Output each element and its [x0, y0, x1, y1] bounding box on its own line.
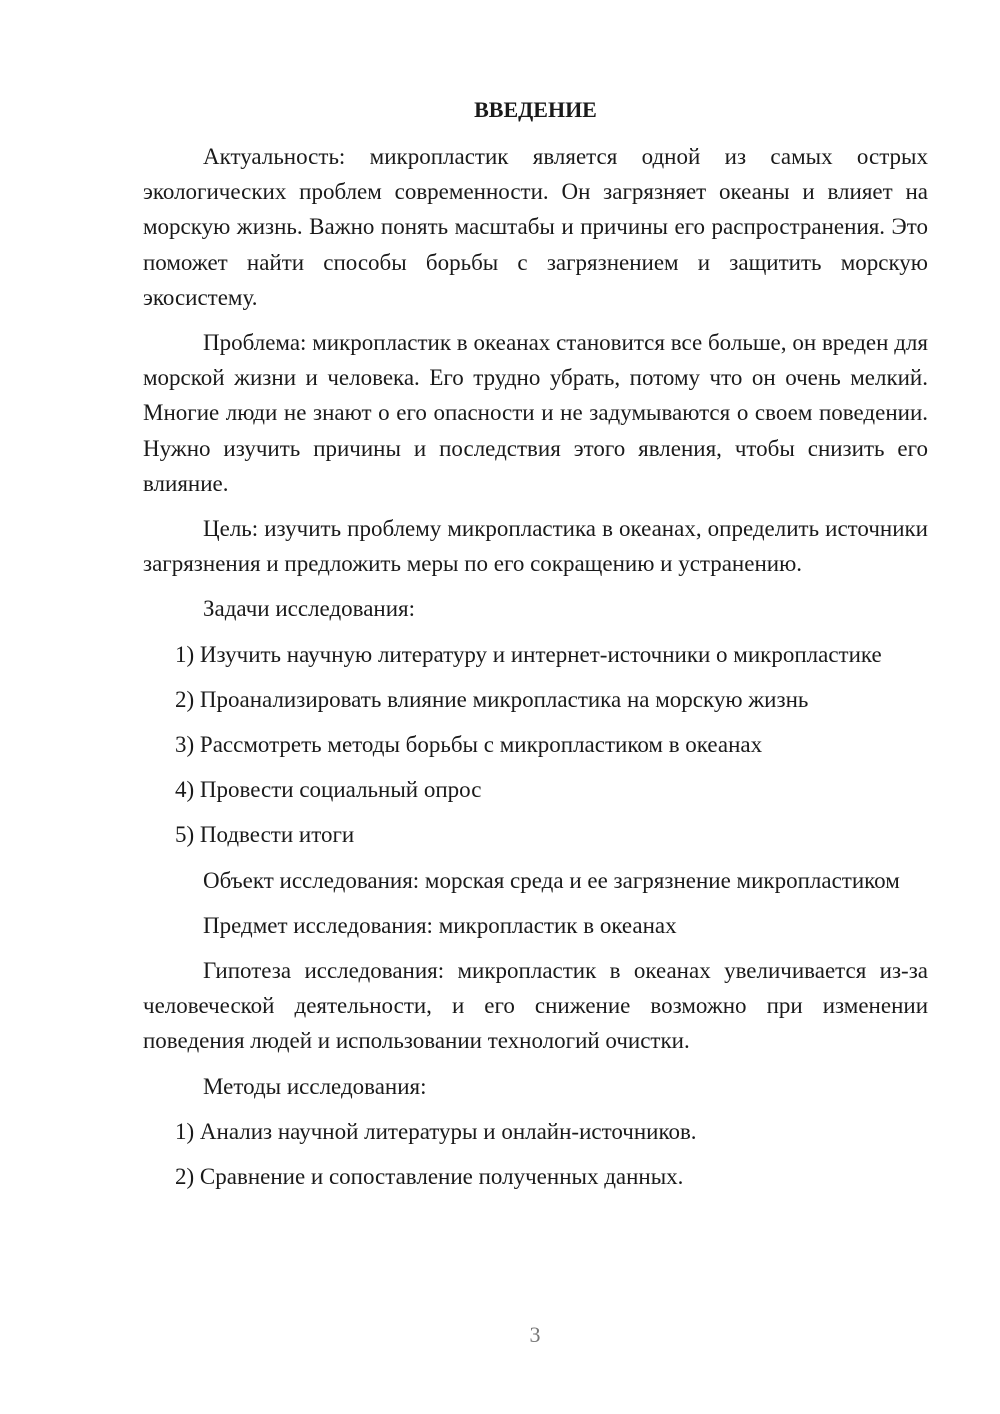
task-item: 3) Рассмотреть методы борьбы с микропластиком в океанах	[175, 732, 763, 758]
section-title: ВВЕДЕНИЕ	[474, 97, 597, 122]
object-paragraph: Объект исследования: морская среда и ее загрязнение микропластиком	[203, 867, 900, 893]
task-item: 4) Провести социальный опрос	[175, 777, 482, 803]
document-body	[143, 92, 928, 1204]
task-item: 1) Изучить научную литературу и интернет-источники о микропластике	[175, 641, 882, 667]
subject-paragraph: Предмет исследования: микропластик в океанах	[203, 912, 677, 938]
problem-paragraph: Проблема: микропластик в океанах становится все больше, он вреден для морской жизни и человека. Его трудно убрать, потому что он очень мелкий. Многие люди не знают о его опасности и не задумываются о своем поведении. Нужно изучить причины и последствия этого явления, чтобы снизить его влияние.	[143, 330, 928, 496]
method-item: 1) Анализ научной литературы и онлайн-источников.	[175, 1118, 697, 1144]
task-item: 5) Подвести итоги	[175, 822, 355, 848]
page-number: 3	[529, 1322, 541, 1347]
method-item: 2) Сравнение и сопоставление полученных данных.	[175, 1164, 684, 1190]
methods-heading: Методы исследования:	[203, 1073, 427, 1099]
hypothesis-paragraph: Гипотеза исследования: микропластик в океанах увеличивается из-за человеческой деятельности, и его снижение возможно при изменении поведения людей и использовании технологий очистки.	[143, 958, 928, 1054]
relevance-paragraph: Актуальность: микропластик является одной из самых острых экологических проблем современности. Он загрязняет океаны и влияет на морскую жизнь. Важно понять масштабы и причины его распространения. Это поможет найти способы борьбы с загрязнением и защитить морскую экосистему.	[143, 144, 928, 310]
goal-paragraph: Цель: изучить проблему микропластика в океанах, определить источники загрязнения и предложить меры по его сокращению и устранению.	[143, 516, 928, 577]
task-item: 2) Проанализировать влияние микропластика на морскую жизнь	[175, 686, 809, 712]
tasks-heading: Задачи исследования:	[203, 596, 416, 622]
